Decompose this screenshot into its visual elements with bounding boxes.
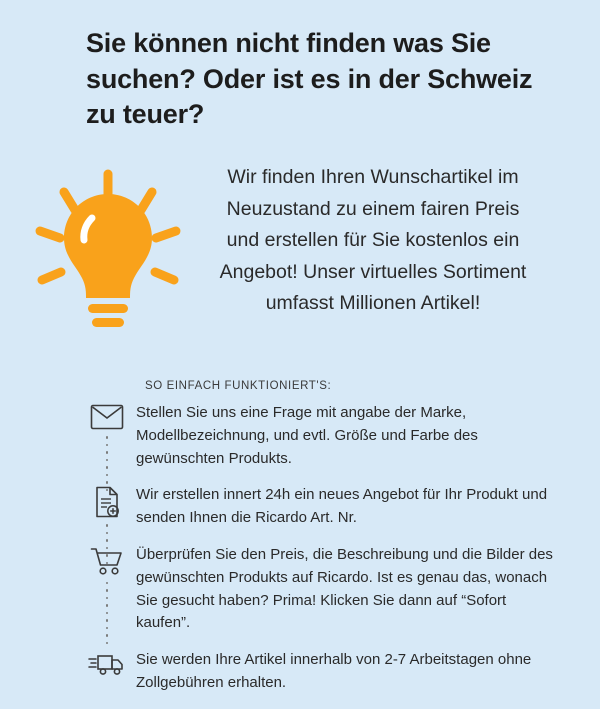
intro-paragraph: Wir finden Ihren Wunschartikel im Neuzustand zu einem fairen Preis und erstellen für Sie kostenlos ein Angebot! Unser virtuelles Sortiment umfasst Millionen Artikel! [219,166,527,315]
dotted-connector [105,582,109,645]
steps-label: SO EINFACH FUNKTIONIERT'S: [145,380,332,392]
shopping-cart-icon [78,544,136,576]
list-item-text: Sie werden Ihre Artikel innerhalb von 2-7 Arbeitstagen ohne Zollgebühren erhalten. [136,651,532,691]
list-item-text: Stellen Sie uns eine Frage mit angabe der Marke, Modellbezeichnung, und evtl. Größe und Farbe des gewünschten Produkts. [136,404,478,467]
envelope-icon [78,402,136,430]
list-item-text: Überprüfen Sie den Preis, die Beschreibung und die Bilder des gewünschten Produkts auf Ricardo. Ist es genau das, wonach Sie gesucht haben? Prima! Klicken Sie dann auf “Sofort kaufen”. [136,545,553,632]
list-item [78,402,578,470]
list-item [78,649,578,695]
list-item [78,544,578,635]
delivery-truck-icon [78,649,136,677]
steps-list [78,402,578,709]
lightbulb-icon [28,168,188,338]
list-item-text: Wir erstellen innert 24h ein neues Angebot für Ihr Produkt und senden Ihnen die Ricardo Art. Nr. [136,486,548,527]
list-item [78,484,578,530]
dotted-connector [105,436,109,491]
document-add-icon [78,484,136,518]
page-title: Sie können nicht finden was Sie suchen? Oder ist es in der Schweiz zu teuer? [86,28,533,130]
